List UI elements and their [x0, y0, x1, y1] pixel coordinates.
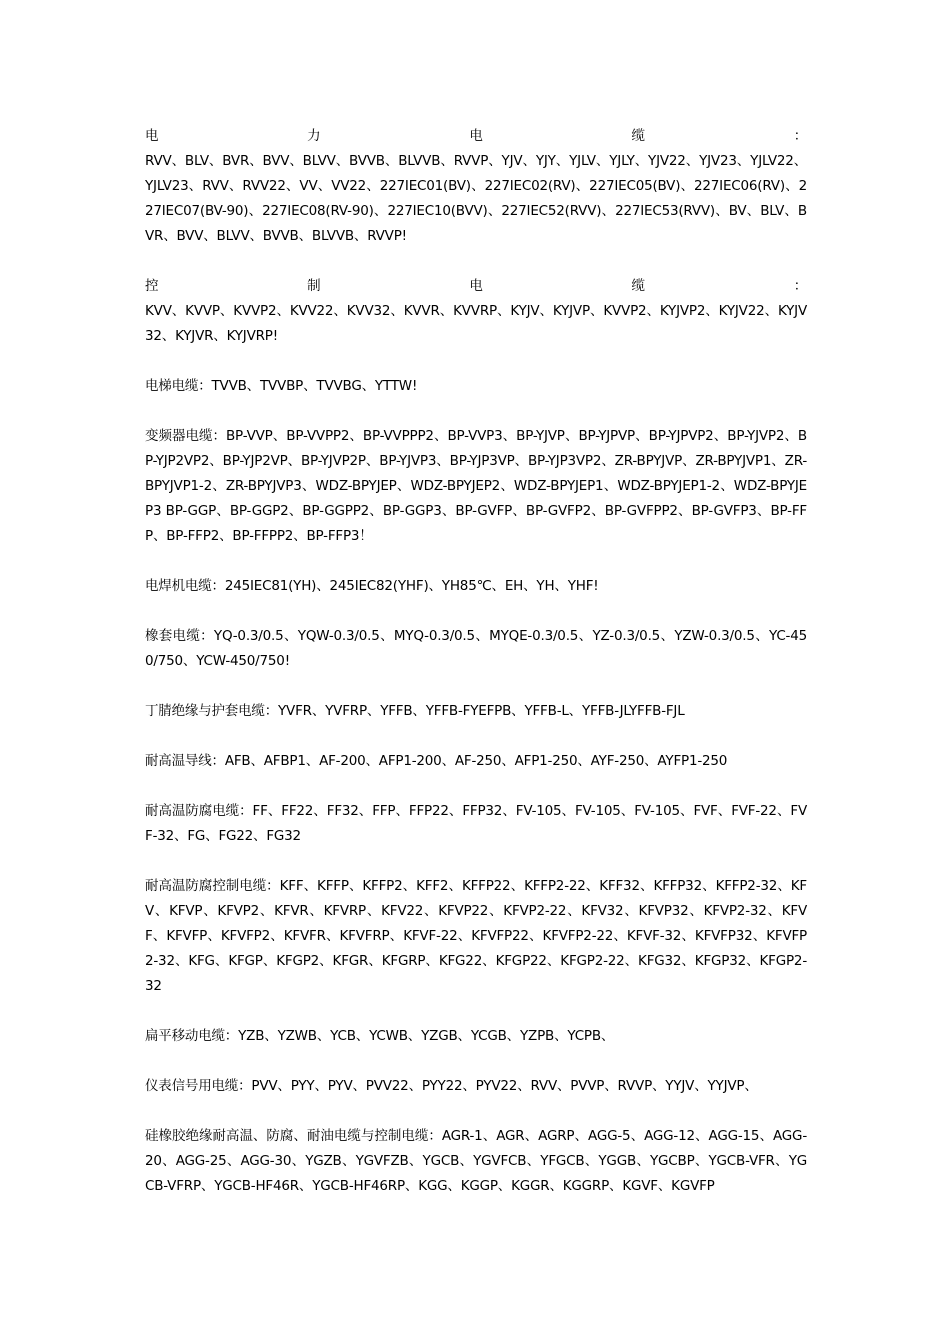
section-label: 硅橡胶绝缘耐高温、防腐、耐油电缆与控制电缆： [145, 1128, 442, 1144]
section-label: 耐高温防腐控制电缆： [145, 878, 280, 894]
section-text: TVVB、TVVBP、TVVBG、YTTW! [211, 378, 418, 394]
section-label: 耐高温导线： [145, 753, 225, 769]
section-label: 耐高温防腐电缆： [145, 803, 253, 819]
section-high-temp-wire [145, 749, 807, 774]
section-label: 橡套电缆： [145, 628, 214, 644]
section-welding-cable [145, 574, 807, 599]
section-label: 电焊机电缆： [145, 578, 225, 594]
section-nitrile-cable [145, 699, 807, 724]
section-label: 变频器电缆： [145, 428, 226, 444]
section-label: 电梯电缆： [145, 378, 212, 394]
section-text: PVV、PYY、PYV、PVV22、PYY22、PYV22、RVV、PVVP、RVVP、YYJV、YYJVP、 [251, 1078, 758, 1094]
section-text: FF、FF22、FF32、FFP、FFP22、FFP32、FV-105、FV-105、FV-105、FVF、FVF-22、FVF-32、FG、FG22、FG32 [145, 803, 808, 844]
section-label: 丁腈绝缘与护套电缆： [145, 703, 278, 719]
section-flat-mobile-cable [145, 1024, 807, 1049]
section-text: KVV、KVVP、KVVP2、KVV22、KVV32、KVVR、KVVRP、KYJV、KYJVP、KVVP2、KYJVP2、KYJV22、KYJV32、KYJVR、KYJVRP! [145, 303, 807, 344]
section-text: RVV、BLV、BVR、BVV、BLVV、BVVB、BLVVB、RVVP、YJV、YJY、YJLV、YJLY、YJV22、YJV23、YJLV22、YJLV23、RVV、RVV22、VV、VV22、227IEC01(BV)、227IEC02(RV)、227IEC05(BV)、227IEC06(RV)、227IEC07(BV-90)、227IEC08(RV-90)、227IEC10(BVV)、227IEC52(RVV)、227IEC53(RVV)、BV、BLV、BVR、BVV、BLVV、BVVB、BLVVB、RVVP! [145, 153, 807, 244]
section-text: YZB、YZWB、YCB、YCWB、YZGB、YCGB、YZPB、YCPB、 [238, 1028, 615, 1044]
section-inverter-cable [145, 424, 807, 549]
section-silicone-rubber-cable [145, 1124, 807, 1199]
section-elevator-cable [145, 374, 807, 399]
section-text: KFF、KFFP、KFFP2、KFF2、KFFP22、KFFP2-22、KFF32、KFFP32、KFFP2-32、KFV、KFVP、KFVP2、KFVR、KFVRP、KFV22、KFVP22、KFVP2-22、KFV32、KFVP32、KFVP2-32、KFVF、KFVFP、KFVFP2、KFVFR、KFVFRP、KFVF-22、KFVFP22、KFVFP2-22、KFVF-32、KFVFP32、KFVFP2-32、KFG、KFGP、KFGP2、KFGR、KFGRP、KFG22、KFGP22、KFGP2-22、KFG32、KFGP32、KFGP2-32 [145, 878, 807, 994]
section-control-cable [145, 274, 807, 349]
section-high-temp-anticorrosion-control-cable [145, 874, 807, 999]
section-label: 扁平移动电缆： [145, 1028, 239, 1044]
section-heading-spread: 控 制 电 缆 ： [145, 278, 807, 294]
section-high-temp-anticorrosion-cable [145, 799, 807, 849]
section-text: 245IEC81(YH)、245IEC82(YHF)、YH85℃、EH、YH、YHF! [224, 578, 599, 594]
section-instrument-signal-cable [145, 1074, 807, 1099]
section-text: AFB、AFBP1、AF-200、AFP1-200、AF-250、AFP1-250、AYF-250、AYFP1-250 [224, 753, 728, 769]
section-label: 仪表信号用电缆： [145, 1078, 252, 1094]
section-text: YVFR、YVFRP、YFFB、YFFB-FYEFPB、YFFB-L、YFFB-JLYFFB-FJL [278, 703, 685, 719]
document-body [145, 124, 807, 1224]
section-rubber-cable [145, 624, 807, 674]
section-text: AGR-1、AGR、AGRP、AGG-5、AGG-12、AGG-15、AGG-20、AGG-25、AGG-30、YGZB、YGVFZB、YGCB、YGVFCB、YFGCB、YGGB、YGCBP、YGCB-VFR、YGCB-VFRP、YGCB-HF46R、YGCB-HF46RP、KGG、KGGP、KGGR、KGGRP、KGVF、KGVFP [145, 1128, 807, 1194]
section-power-cable [145, 124, 807, 249]
section-text: BP-VVP、BP-VVPP2、BP-VVPPP2、BP-VVP3、BP-YJVP、BP-YJPVP、BP-YJPVP2、BP-YJVP2、BP-YJP2VP2、BP-YJP2VP、BP-YJVP2P、BP-YJVP3、BP-YJP3VP、BP-YJP3VP2、ZR-BPYJVP、ZR-BPYJVP1、ZR-BPYJVP1-2、ZR-BPYJVP3、WDZ-BPYJEP、WDZ-BPYJEP2、WDZ-BPYJEP1、WDZ-BPYJEP1-2、WDZ-BPYJEP3 BP-GGP、BP-GGP2、BP-GGPP2、BP-GGP3、BP-GVFP、BP-GVFP2、BP-GVFPP2、BP-GVFP3、BP-FFP、BP-FFP2、BP-FFPP2、BP-FFP3！ [145, 428, 807, 544]
section-text: YQ-0.3/0.5、YQW-0.3/0.5、MYQ-0.3/0.5、MYQE-0.3/0.5、YZ-0.3/0.5、YZW-0.3/0.5、YC-450/750、YCW-450/750! [145, 628, 808, 669]
section-heading-spread: 电 力 电 缆 ： [145, 128, 807, 144]
